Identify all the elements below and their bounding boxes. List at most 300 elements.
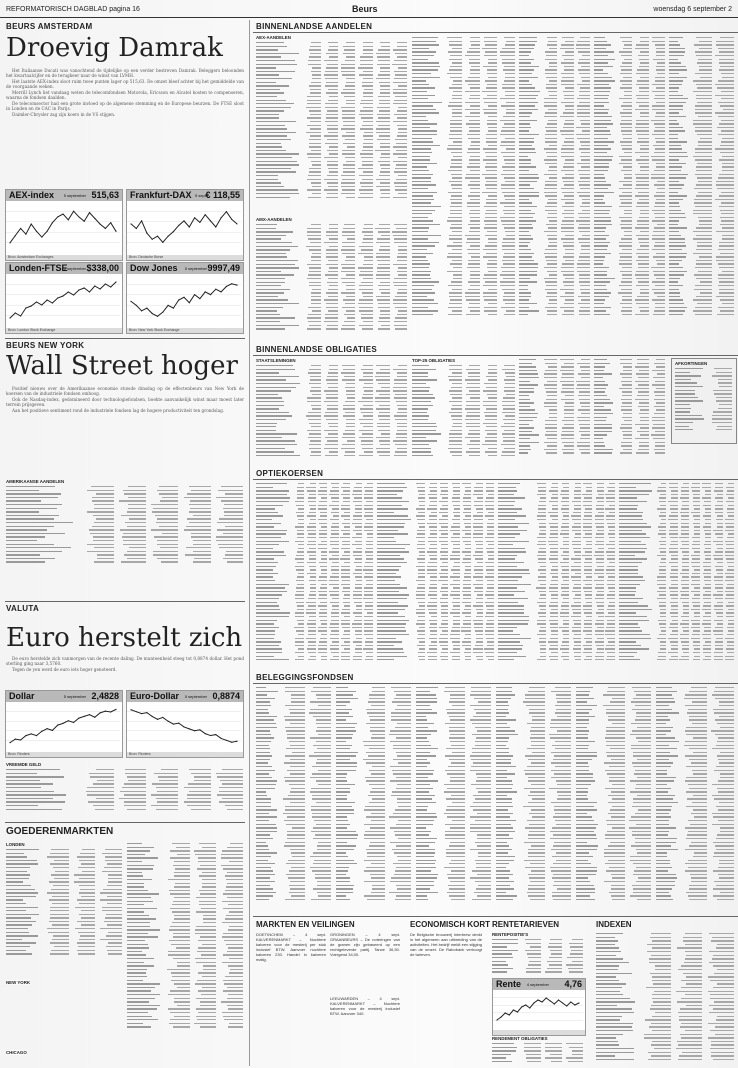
table-cell (546, 87, 557, 88)
table-cell (657, 296, 665, 297)
table-cell (695, 130, 712, 131)
table-cell (310, 519, 316, 520)
table-cell (482, 192, 497, 193)
table-cell (594, 314, 610, 315)
table-cell (202, 944, 216, 945)
table-cell (106, 946, 122, 947)
table-cell (693, 91, 712, 92)
table-cell (325, 412, 338, 413)
table-cell (307, 573, 315, 574)
table-cell (256, 587, 285, 588)
table-cell (127, 944, 148, 945)
table-cell (393, 92, 407, 93)
table-cell (343, 634, 350, 635)
table-cell (607, 558, 615, 559)
table-cell (594, 388, 606, 389)
table-cell (465, 656, 471, 657)
table-cell (189, 791, 211, 792)
table-cell (412, 433, 441, 434)
table-cell (398, 246, 407, 247)
table-cell (341, 638, 350, 639)
table-cell (104, 867, 122, 868)
table-cell (347, 238, 356, 239)
table-cell (498, 530, 527, 531)
table-cell (576, 48, 590, 49)
table-cell (544, 188, 557, 189)
table-cell (487, 73, 498, 74)
table-cell (519, 95, 538, 96)
table-cell (6, 515, 59, 516)
table-cell (597, 483, 604, 484)
table-cell (394, 379, 407, 380)
table-cell (501, 174, 515, 175)
table-cell (87, 787, 113, 788)
table-cell (366, 580, 373, 581)
table-cell (578, 296, 590, 297)
table-cell (330, 645, 338, 646)
table-cell (718, 382, 732, 383)
table-cell (344, 616, 350, 617)
table-cell (366, 558, 373, 559)
table-cell (575, 573, 581, 574)
table-cell (651, 434, 665, 435)
table-cell (328, 289, 338, 290)
table-cell (545, 281, 557, 282)
table-cell (75, 928, 95, 929)
table-cell (308, 634, 315, 635)
table-cell (476, 656, 483, 657)
chart-value: € 118,55 (205, 190, 240, 200)
table-cell (156, 522, 178, 523)
table-cell (87, 544, 113, 545)
table-cell (256, 186, 284, 187)
sub-aex-aandelen: AEX-AANDELEN (256, 35, 291, 40)
table-cell (463, 580, 471, 581)
table-cell (329, 580, 339, 581)
table-cell (6, 508, 57, 509)
table-cell (565, 395, 573, 396)
table-cell (199, 901, 217, 902)
table-cell (547, 314, 558, 315)
table-cell (310, 390, 321, 391)
table-cell (127, 901, 153, 902)
table-cell (170, 1019, 190, 1020)
table-cell (620, 359, 632, 360)
sub-amx-aandelen: AMX-AANDELEN (256, 217, 292, 222)
table-cell (621, 202, 632, 203)
table-cell (486, 566, 494, 567)
table-cell (364, 609, 373, 610)
table-cell (484, 299, 497, 300)
table-cell (669, 159, 679, 160)
table-cell (309, 448, 321, 449)
table-cell (177, 854, 190, 855)
table-cell (574, 494, 581, 495)
table-cell (377, 573, 396, 574)
table-cell (347, 440, 356, 441)
table-cell (468, 307, 479, 308)
chart-point (183, 726, 184, 727)
table-cell (430, 623, 437, 624)
table-cell (256, 82, 276, 83)
table-cell (341, 576, 350, 577)
chart-point (157, 719, 158, 720)
table-cell (506, 310, 515, 311)
table-cell (6, 801, 65, 802)
table-cell (519, 406, 530, 407)
table-cell (417, 519, 425, 520)
table-cell (6, 526, 54, 527)
table-cell (519, 242, 530, 243)
table-cell (561, 434, 574, 435)
table-cell (330, 576, 338, 577)
table-cell (669, 123, 679, 124)
table-cell (722, 77, 734, 78)
table-cell (343, 143, 355, 144)
table-cell (580, 366, 590, 367)
table-cell (562, 220, 574, 221)
table-cell (575, 483, 581, 484)
table-cell (228, 929, 243, 930)
table-cell (639, 413, 649, 414)
table-cell (417, 533, 426, 534)
table-cell (412, 448, 431, 449)
table-cell (310, 440, 321, 441)
table-cell (519, 112, 532, 113)
table-cell (366, 584, 373, 585)
table-cell (52, 939, 69, 940)
table-cell (363, 569, 373, 570)
table-cell (488, 397, 497, 398)
table-cell (162, 497, 179, 498)
table-cell (346, 82, 355, 83)
table-opties-3 (498, 482, 616, 668)
table-cell (310, 379, 320, 380)
table-cell (452, 609, 460, 610)
table-cell (669, 253, 687, 254)
table-cell (167, 969, 190, 970)
table-cell (486, 623, 494, 624)
table-cell (452, 419, 462, 420)
table-cell (447, 245, 462, 246)
table-cell (380, 314, 389, 315)
table-cell (449, 138, 462, 139)
table-cell (256, 451, 294, 452)
table-cell (470, 170, 480, 171)
table-cell (440, 558, 448, 559)
table-cell (562, 483, 569, 484)
table-cell (498, 555, 517, 556)
table-cell (176, 847, 190, 848)
table-cell (363, 49, 372, 50)
table-cell (345, 412, 355, 413)
table-cell (594, 231, 605, 232)
article-wallstreet (6, 386, 244, 474)
table-cell (412, 263, 430, 264)
table-cell (462, 645, 471, 646)
table-cell (488, 105, 497, 106)
table-cell (488, 365, 497, 366)
table-cell (306, 132, 320, 133)
table-cell (594, 199, 603, 200)
table-cell (579, 195, 590, 196)
table-cell (485, 440, 497, 441)
table-cell (640, 170, 649, 171)
table-cell (365, 512, 373, 513)
table-cell (545, 184, 557, 185)
table-cell (341, 508, 350, 509)
table-cell (127, 933, 148, 934)
table-cell (651, 177, 665, 178)
table-cell (462, 641, 471, 642)
table-cell (177, 965, 190, 966)
table-cell (418, 490, 425, 491)
table-cell (506, 102, 515, 103)
table-cell (562, 576, 570, 577)
table-cell (575, 487, 581, 488)
table-cell (465, 515, 471, 516)
table-cell (449, 444, 462, 445)
table-cell (656, 260, 665, 261)
table-cell (464, 576, 471, 577)
table-cell (427, 523, 436, 524)
table-cell (320, 609, 327, 610)
table-cell (635, 188, 649, 189)
table-cell (172, 976, 190, 977)
table-cell (595, 569, 604, 570)
table-cell (49, 881, 69, 882)
table-cell (108, 874, 122, 875)
table-cell (256, 515, 283, 516)
table-cell (328, 260, 338, 261)
table-cell (503, 299, 515, 300)
table-cell (597, 605, 604, 606)
table-cell (309, 139, 321, 140)
table-cell (621, 399, 632, 400)
table-cell (356, 580, 362, 581)
chart-point (89, 212, 90, 213)
table-cell (310, 576, 316, 577)
table-cell (574, 505, 580, 506)
table-cell (579, 449, 590, 450)
table-cell (256, 146, 282, 147)
table-cell (636, 44, 648, 45)
table-cell (393, 146, 407, 147)
table-cell (582, 202, 590, 203)
table-cell (594, 260, 604, 261)
table-cell (562, 206, 574, 207)
table-cell (355, 512, 362, 513)
table-cell (326, 397, 338, 398)
table-cell (546, 452, 557, 453)
table-cell (465, 605, 471, 606)
table-cell (256, 161, 297, 162)
table-cell (223, 908, 243, 909)
table-cell (123, 540, 146, 541)
table-cell (430, 490, 436, 491)
table-cell (483, 159, 497, 160)
table-cell (309, 168, 321, 169)
table-cell (256, 656, 274, 657)
table-cell (363, 96, 372, 97)
table-cell (624, 177, 632, 178)
table-cell (717, 127, 734, 128)
table-cell (6, 932, 29, 933)
table-cell (462, 530, 471, 531)
table-cell (562, 497, 569, 498)
table-cell (697, 163, 712, 164)
table-cell (640, 434, 648, 435)
table-cell (519, 391, 534, 392)
table-cell (486, 497, 494, 498)
table-cell (342, 591, 350, 592)
table-cell (429, 526, 437, 527)
table-cell (217, 776, 243, 777)
table-cell (488, 260, 498, 261)
table-cell (561, 238, 574, 239)
table-cell (716, 44, 734, 45)
table-cell (475, 541, 483, 542)
table-cell (318, 508, 327, 509)
table-cell (609, 530, 615, 531)
table-cell (107, 863, 122, 864)
table-cell (295, 598, 304, 599)
table-cell (669, 271, 687, 272)
table-cell (474, 487, 482, 488)
table-cell (562, 177, 574, 178)
table-cell (548, 213, 557, 214)
table-cell (657, 181, 665, 182)
table-cell (345, 430, 355, 431)
table-cell (324, 401, 338, 402)
table-cell (310, 455, 321, 456)
table-cell (319, 616, 327, 617)
table-cell (342, 444, 355, 445)
chart-point (226, 211, 227, 212)
headline-euro: Euro herstelt zich (6, 623, 243, 653)
table-cell (561, 62, 574, 63)
table-cell (170, 908, 190, 909)
table-cell (256, 150, 286, 151)
table-cell (310, 591, 316, 592)
table-cell (307, 562, 315, 563)
table-cell (578, 303, 590, 304)
table-cell (345, 139, 355, 140)
table-cell (169, 1023, 190, 1024)
table-cell (429, 505, 436, 506)
table-cell (306, 612, 316, 613)
table-cell (330, 544, 339, 545)
table-cell (364, 132, 373, 133)
rule-newyork (5, 338, 245, 339)
table-cell (361, 100, 373, 101)
table-cell (128, 780, 146, 781)
table-cell (695, 159, 712, 160)
table-cell (519, 307, 529, 308)
table-cell (594, 127, 607, 128)
table-cell (712, 415, 732, 416)
table-cell (718, 379, 732, 380)
table-cell (365, 605, 373, 606)
table-cell (669, 102, 686, 103)
table-cell (200, 1001, 216, 1002)
table-cell (157, 791, 178, 792)
table-cell (448, 51, 461, 52)
table-cell (296, 505, 304, 506)
table-cell (655, 307, 665, 308)
table-cell (669, 41, 678, 42)
table-cell (449, 433, 462, 434)
table-cell (356, 645, 362, 646)
table-cell (256, 408, 279, 409)
table-cell (364, 451, 373, 452)
table-cell (547, 156, 557, 157)
table-cell (501, 267, 515, 268)
rule-goederen (5, 822, 245, 823)
table-cell (488, 77, 497, 78)
table-cell (483, 109, 497, 110)
table-cell (222, 901, 243, 902)
table-cell (502, 260, 515, 261)
table-cell (412, 220, 433, 221)
table-cell (127, 940, 145, 941)
table-cell (549, 242, 557, 243)
table-cell (652, 249, 665, 250)
table-cell (488, 372, 497, 373)
table-cell (624, 420, 633, 421)
table-cell (394, 114, 407, 115)
table-cell (451, 415, 462, 416)
table-cell (544, 377, 557, 378)
table-cell (468, 138, 479, 139)
table-cell (360, 103, 373, 104)
table-cell (379, 455, 389, 456)
table-cell (547, 263, 557, 264)
table-cell (412, 376, 428, 377)
table-cell (442, 594, 448, 595)
table-cell (196, 1016, 217, 1017)
table-cell (366, 555, 373, 556)
table-cell (346, 419, 355, 420)
chart-title: Dow Jones (130, 263, 178, 273)
table-cell (157, 490, 178, 491)
table-cell (6, 917, 31, 918)
table-cell (363, 121, 372, 122)
table-cell (379, 440, 390, 441)
table-cell (538, 512, 546, 513)
table-cell (377, 490, 403, 491)
table-cell (225, 493, 243, 494)
table-cell (346, 310, 355, 311)
table-cell (619, 217, 633, 218)
table-cell (91, 486, 114, 487)
table-cell (622, 314, 632, 315)
table-cell (194, 850, 216, 851)
table-cell (309, 383, 321, 384)
table-cell (353, 515, 362, 516)
table-cell (412, 127, 430, 128)
table-cell (453, 156, 462, 157)
table-cell (501, 184, 515, 185)
table-cell (328, 387, 338, 388)
table-cell (364, 235, 373, 236)
table-cell (655, 138, 665, 139)
table-cell (354, 562, 361, 563)
table-cell (319, 533, 327, 534)
table-cell (620, 123, 632, 124)
table-cell (539, 526, 546, 527)
table-cell (328, 433, 339, 434)
